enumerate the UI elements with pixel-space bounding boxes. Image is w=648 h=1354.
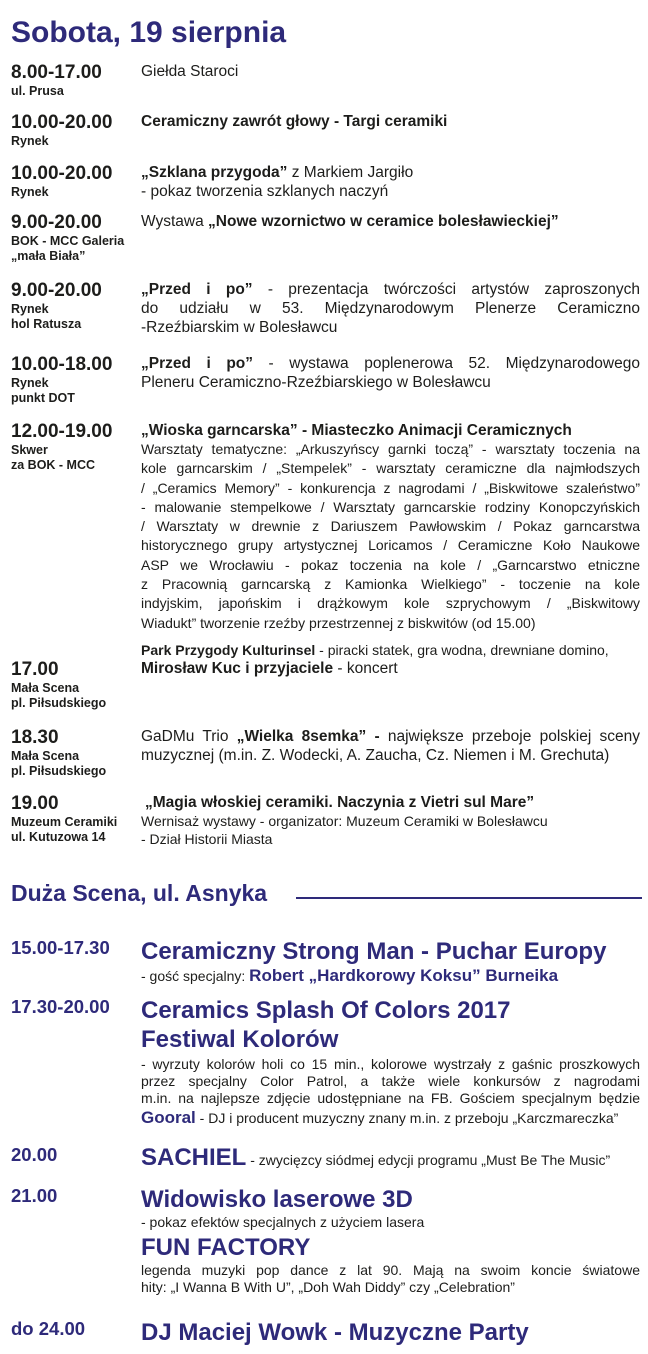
page-title: Sobota, 19 sierpnia bbox=[11, 16, 287, 49]
event-place: Mała Scena pl. Piłsudskiego bbox=[11, 749, 107, 778]
stage-desc: Ceramiczny Strong Man - Puchar Europy - gość specjalny: Robert „Hardkorowy Koksu” Burneika bbox=[141, 938, 607, 985]
event-place: ul. Prusa bbox=[11, 84, 64, 98]
stage-time: 15.00-17.30 bbox=[11, 937, 110, 958]
event-time: 18.30 bbox=[11, 727, 59, 748]
stage-desc: Ceramics Splash Of Colors 2017 Festiwal Kolorów - wyrzuty kolorów holi co 15 min., kolorowe wystrzały z gaśnic proszkowych przez specjalny Color Patrol, a także wiele konkursów z nagrodami m.in. na najlepsze zdjęcie udostępniane na FB. Gościem specjalnym będzie Gooral - DJ i producent muzyczny znany m.in. z przeboju „Karczmareczka” bbox=[141, 997, 640, 1127]
event-place: Muzeum Ceramiki ul. Kutuzowa 14 bbox=[11, 815, 118, 844]
event-time: 9.00-20.00 bbox=[11, 280, 102, 301]
event-place: BOK - MCC Galeria „mała Biała” bbox=[11, 234, 125, 263]
event-place: Rynek hol Ratusza bbox=[11, 302, 82, 331]
event-place: Mała Scena pl. Piłsudskiego bbox=[11, 681, 107, 710]
event-desc: Mirosław Kuc i przyjaciele - koncert bbox=[141, 660, 398, 677]
section-divider bbox=[296, 897, 642, 899]
event-desc: Ceramiczny zawrót głowy - Targi ceramiki bbox=[141, 113, 448, 130]
event-place: Rynek bbox=[11, 134, 49, 148]
event-desc: Giełda Staroci bbox=[141, 63, 239, 80]
event-time: 8.00-17.00 bbox=[11, 62, 102, 83]
stage-time: do 24.00 bbox=[11, 1318, 86, 1339]
stage-desc: SACHIEL - zwycięzcy siódmej edycji programu „Must Be The Music” bbox=[141, 1144, 611, 1171]
stage-title: Duża Scena, ul. Asnyka bbox=[11, 880, 268, 906]
stage-time: 21.00 bbox=[11, 1185, 58, 1206]
event-time: 12.00-19.00 bbox=[11, 421, 113, 442]
event-desc: „Szklana przygoda” z Markiem Jargiło - pokaz tworzenia szklanych naczyń bbox=[141, 164, 414, 200]
event-time: 10.00-18.00 bbox=[11, 354, 113, 375]
event-desc: GaDMu Trio „Wielka 8semka” - największe przeboje polskiej sceny muzycznej (m.in. Z. Wodecki, A. Zaucha, Cz. Niemen i M. Grechuta) bbox=[141, 728, 640, 764]
event-time: 10.00-20.00 bbox=[11, 112, 113, 133]
event-desc: „Przed i po” - wystawa poplenerowa 52. Międzynarodowego Pleneru Ceramiczno-Rzeźbiarskiego w Bolesławcu bbox=[141, 355, 640, 391]
event-desc: „Wioska garncarska” - Miasteczko Animacji Ceramicznych Warsztaty tematyczne: „Arkuszyńscy garnki toczą” - warsztaty toczenia na kole garncarskim / „Stempelek” - warsztaty ceramiczne dla najmłodszych / „Ceramics Memory” - konkurencja z nagrodami / „Biskwitowe szaleństwo” - malowanie stempelkowe / Warsztaty garncarskie rodziny Konopczyńskich / Warsztaty w drewnie z Dariuszem Pawłowskim / Pokaz garncarstwa historycznego grupy artystycznej Loricamos / Ceramiczne Koło Naukowe ASP we Wrocławiu - pokaz toczenia na kole / „Garncarstwo etniczne z Pracownią garncarską z Kamionka Wielkiego” - toczenie na kole indyjskim, japońskim i drążkowym kole szprychowym / „Biskwitowy Wiadukt” tworzenie rzeźby przestrzennej z biskwitów (od 15.00) Park Przygody Kulturinsel - piracki statek, gra wodna, drewniane domino, bbox=[141, 422, 640, 658]
event-desc: Wystawa „Nowe wzornictwo w ceramice bolesławieckiej” bbox=[141, 213, 559, 230]
stage-desc: Widowisko laserowe 3D - pokaz efektów specjalnych z użyciem lasera FUN FACTORY legenda muzyki pop dance z lat 90. Mają na swoim koncie światowe hity: „I Wanna B With U”, „Doh Wah Diddy” czy „Celebration” bbox=[141, 1186, 640, 1295]
stage-time: 20.00 bbox=[11, 1144, 58, 1165]
event-place: Rynek punkt DOT bbox=[11, 376, 75, 405]
stage-time: 17.30-20.00 bbox=[11, 996, 110, 1017]
event-desc: „Przed i po” - prezentacja twórczości artystów zaproszonych do udziału w 53. Międzynarodowym Plenerze Ceramiczno -Rzeźbiarskim w Bolesławcu bbox=[141, 281, 640, 336]
event-time: 19.00 bbox=[11, 793, 59, 814]
event-time: 17.00 bbox=[11, 659, 59, 680]
event-time: 9.00-20.00 bbox=[11, 212, 102, 233]
event-desc: „Magia włoskiej ceramiki. Naczynia z Vietri sul Mare” Wernisaż wystawy - organizator: Muzeum Ceramiki w Bolesławcu - Dział Historii Miasta bbox=[141, 794, 548, 847]
event-place: Rynek bbox=[11, 185, 49, 199]
stage-desc: DJ Maciej Wowk - Muzyczne Party bbox=[141, 1319, 529, 1346]
event-place: Skwer za BOK - MCC bbox=[11, 443, 96, 472]
event-time: 10.00-20.00 bbox=[11, 163, 113, 184]
